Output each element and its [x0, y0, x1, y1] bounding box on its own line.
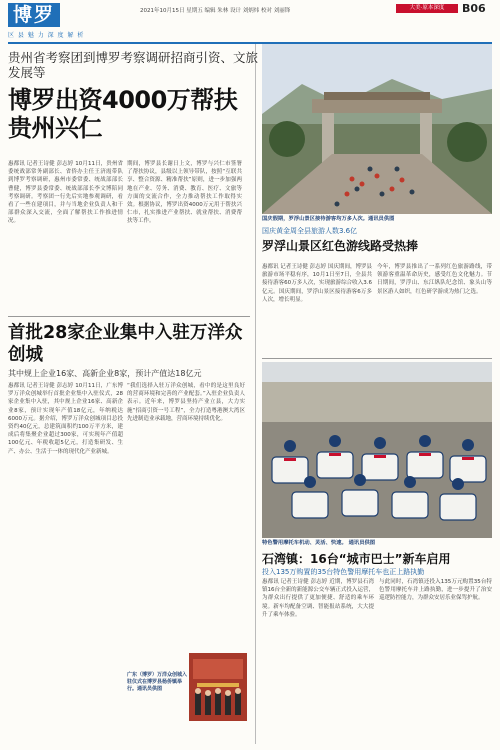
article3-title[interactable]: 首批28家企业集中入驻万洋众创城 [8, 323, 243, 365]
photo3-caption: 广东（博罗）万洋众创城入驻仪式在博罗县杨侨镇举行。通讯员供图 [127, 672, 188, 692]
photo-scenic-gate[interactable] [262, 44, 492, 214]
article4-body-col1: 惠都讯 记者王诗健 彭志婷 近期，博罗县石湾镇16台全新的新能源公交车辆正式投入运营，为群众出行提供了更加便捷、舒适的乘车环境。新车均配备空调、智能报站系统，大大提升了乘车体验。 [262, 579, 374, 618]
photo2-caption: 特色警用摩托车机动、灵活、快速。 通讯员供图 [262, 540, 376, 546]
page-badge: 大美·原本深度 [396, 4, 458, 13]
article3-body-col2: “我们选择入驻万洋众创城，看中的是这里良好的营商环境和完善的产业配套。”入驻企业负责人表示。近年来，博罗县坚持产业立县，大力实施“招商引资一号工程”，全力打造粤港澳大湾区先进制造业承载地，营商环境持续优化。 [127, 383, 245, 422]
article1-title[interactable]: 博罗出资4000万帮扶贵州兴仁 [8, 86, 238, 142]
article1-body-col1: 惠都讯 记者王诗健 彭志婷 10月11日，贵州省委统战部常务副部长、省侨办主任王济霞带队到博罗考察调研，惠州市委常委、统战部部长曹健，博罗县委常委、统战部部长李文博陪同考察调研。考察团一行先后实地参观调研，看看了一些在建项目，并与当地企业负责人和干部群众深入交流，全面了解帮扶工作推进情况。 [8, 161, 123, 225]
photo-entry-ceremony-illustration [189, 653, 247, 721]
article2-body-col1: 惠都讯 记者王诗健 彭志婷 国庆期间，博罗县旅游市场平稳有序，10月1日至7日，全县共接待游客60万多人次，实现旅游综合收入3.6亿元。国庆期间，罗浮山景区接待游客6万多人次，增长明显。 [262, 264, 372, 303]
dateline: 2021年10月15日 星期五 编辑 朱林 设计 刘炳炜 校对 刘丽锋 [140, 8, 291, 14]
article2-pre-title[interactable]: 国庆黄金周全县旅游人数3.6亿 [262, 227, 358, 235]
photo-police-motorcycles-illustration [262, 362, 492, 538]
article3-body-col1: 惠都讯 记者王诗健 彭志婷 10月11日，广东博罗万洋众创城举行首批企业集中入驻仪式，28家企业集中入驻，其中规上企业16家、高新企业8家，预计实现年产值18亿元，年纳税达6000万元。据介绍，博罗万洋众创城项目总投资约40亿元，总建筑面积约100万平方米，建成后将集聚企业超过300家，可实现年产值超100亿元、年税收超5亿元，打造集研发、生产、办公、生活于一体的现代化产业新城。 [8, 383, 123, 455]
page-number: B06 [462, 2, 486, 15]
article2-body-col2: 今年，博罗县推出了一系列红色旅游路线，带领游客重温革命历史，感受红色文化魅力。节日期间，罗浮山、东江纵队纪念馆、象头山等景区游人如织，红色研学游成为热门之选。 [377, 264, 492, 295]
article4-body-col2: 与此同时，石湾镇还投入135万元购置35台特色警用摩托车并上路执勤，进一步提升了治安巡逻防控能力，为群众安居乐业保驾护航。 [379, 579, 492, 602]
photo-police-motorcycles[interactable] [262, 362, 492, 538]
photo-entry-ceremony[interactable] [189, 653, 247, 721]
column-divider [255, 44, 256, 744]
article1-body-col2: 期间，博罗县长谢日上文，博罗与兴仁市签署了帮扶协议，县级以上领导带队，按照“互联共享、整合资源、精准帮扶”原则，进一步加强两地在产业、劳务、消费、教育、医疗、文旅等方面的交流合作，全力推动帮扶工作取得实效。根据协议，博罗出资4000万元用于帮扶兴仁市，扎实推进产业帮扶、就业帮扶、消费帮扶等工作。 [127, 161, 242, 225]
article3-subtitle: 其中规上企业16家、高新企业8家，预计产值达18亿元 [8, 369, 202, 378]
article4-subtitle: 投入135万购置的35台特色警用摩托车也正上路执勤 [262, 568, 425, 576]
article4-title[interactable]: 石湾镇：16台“城市巴士”新车启用 [262, 552, 451, 566]
newspaper-logo: 博罗 [8, 3, 60, 27]
article1-pre-title[interactable]: 贵州省考察团到博罗考察调研招商引资、文旅发展等 [8, 50, 259, 80]
article-separator [262, 358, 492, 359]
photo1-caption: 国庆假期，罗浮山景区接待游客均万多人次。通讯员供图 [262, 216, 395, 222]
article2-title[interactable]: 罗浮山景区红色游线路受热捧 [262, 239, 419, 253]
section-slogan: 区 县 魅 力 深 度 解 析 [8, 32, 85, 39]
photo-scenic-gate-illustration [262, 44, 492, 214]
article-separator [8, 316, 250, 317]
